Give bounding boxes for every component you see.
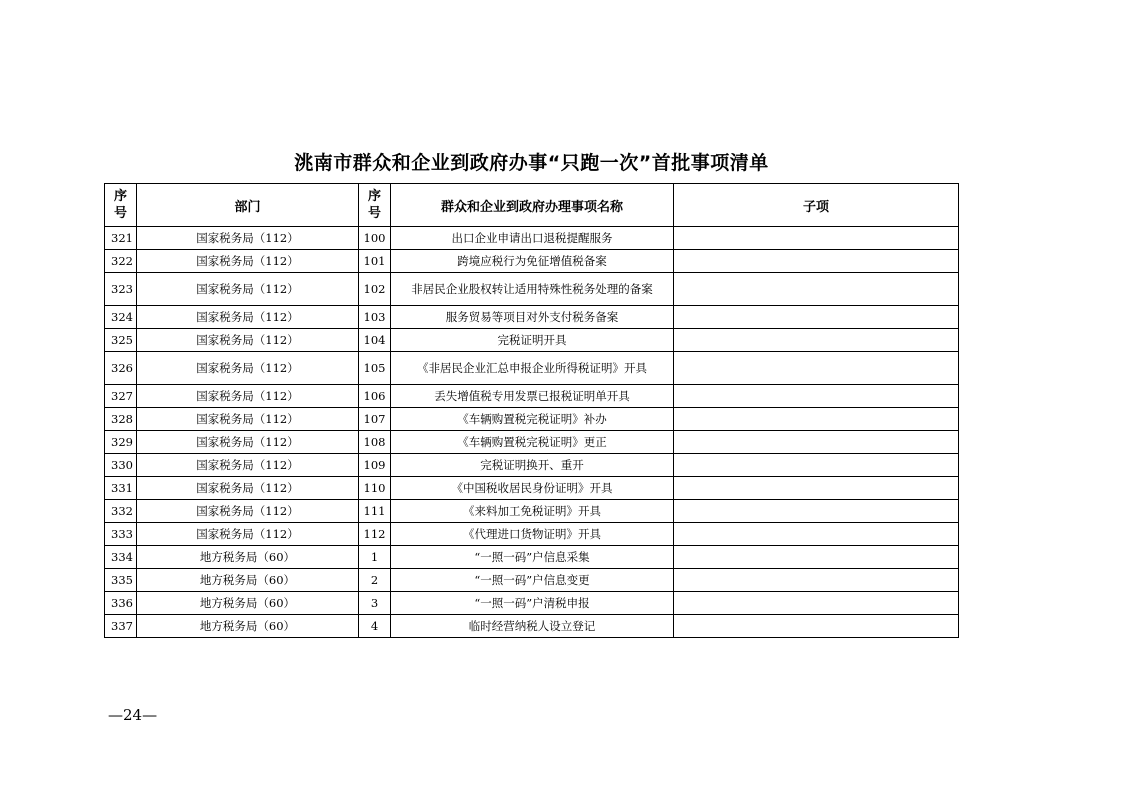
- cell-seq2: 1: [359, 546, 391, 569]
- cell-seq: 322: [105, 250, 137, 273]
- table-row: [105, 352, 959, 385]
- cell-department: 地方税务局（60）: [137, 569, 359, 592]
- cell-item-name: 《代理进口货物证明》开具: [391, 523, 674, 546]
- cell-sub-item: [674, 592, 959, 615]
- header-seq-top: 序: [113, 189, 127, 204]
- table-row: [105, 454, 959, 477]
- cell-seq: 321: [105, 227, 137, 250]
- cell-seq2: 2: [359, 569, 391, 592]
- cell-sub-item: [674, 329, 959, 352]
- header-seq2: [359, 184, 391, 227]
- cell-item-name: 完税证明换开、重开: [391, 454, 674, 477]
- cell-item-name: “一照一码”户清税申报: [391, 592, 674, 615]
- cell-seq: 325: [105, 329, 137, 352]
- cell-department: 国家税务局（112）: [137, 454, 359, 477]
- cell-seq2: 109: [359, 454, 391, 477]
- cell-item-name: 丢失增值税专用发票已报税证明单开具: [391, 385, 674, 408]
- cell-seq: 333: [105, 523, 137, 546]
- cell-item-name: 服务贸易等项目对外支付税务备案: [391, 306, 674, 329]
- cell-department: 国家税务局（112）: [137, 500, 359, 523]
- cell-sub-item: [674, 408, 959, 431]
- table-header-row: [105, 184, 959, 227]
- cell-seq2: 111: [359, 500, 391, 523]
- cell-seq: 327: [105, 385, 137, 408]
- cell-department: 国家税务局（112）: [137, 227, 359, 250]
- table-row: [105, 250, 959, 273]
- cell-department: 国家税务局（112）: [137, 273, 359, 306]
- cell-sub-item: [674, 385, 959, 408]
- cell-department: 国家税务局（112）: [137, 408, 359, 431]
- table-row: [105, 431, 959, 454]
- cell-sub-item: [674, 306, 959, 329]
- cell-sub-item: [674, 454, 959, 477]
- cell-seq2: 104: [359, 329, 391, 352]
- table-row: [105, 273, 959, 306]
- cell-seq2: 107: [359, 408, 391, 431]
- cell-item-name: “一照一码”户信息变更: [391, 569, 674, 592]
- table-row: [105, 523, 959, 546]
- cell-department: 国家税务局（112）: [137, 329, 359, 352]
- cell-item-name: 《中国税收居民身份证明》开具: [391, 477, 674, 500]
- items-table: [104, 183, 959, 638]
- cell-seq: 328: [105, 408, 137, 431]
- cell-seq: 332: [105, 500, 137, 523]
- cell-seq: 329: [105, 431, 137, 454]
- cell-seq2: 4: [359, 615, 391, 638]
- cell-seq2: 112: [359, 523, 391, 546]
- cell-item-name: 非居民企业股权转让适用特殊性税务处理的备案: [391, 273, 674, 306]
- cell-department: 地方税务局（60）: [137, 615, 359, 638]
- table-row: [105, 477, 959, 500]
- cell-department: 国家税务局（112）: [137, 385, 359, 408]
- cell-item-name: 临时经营纳税人设立登记: [391, 615, 674, 638]
- table-row: [105, 500, 959, 523]
- cell-department: 国家税务局（112）: [137, 306, 359, 329]
- table-row: [105, 615, 959, 638]
- cell-sub-item: [674, 431, 959, 454]
- cell-item-name: 《车辆购置税完税证明》更正: [391, 431, 674, 454]
- cell-seq2: 101: [359, 250, 391, 273]
- cell-item-name: 《车辆购置税完税证明》补办: [391, 408, 674, 431]
- cell-seq: 331: [105, 477, 137, 500]
- cell-department: 国家税务局（112）: [137, 431, 359, 454]
- cell-sub-item: [674, 227, 959, 250]
- header-seq2-bottom: 号: [367, 206, 381, 221]
- table-body: [105, 227, 959, 638]
- cell-sub-item: [674, 352, 959, 385]
- cell-item-name: 跨境应税行为免征增值税备案: [391, 250, 674, 273]
- cell-seq2: 102: [359, 273, 391, 306]
- cell-seq2: 100: [359, 227, 391, 250]
- cell-seq2: 108: [359, 431, 391, 454]
- document-title: 洮南市群众和企业到政府办事“只跑一次”首批事项清单: [294, 152, 769, 174]
- cell-seq: 326: [105, 352, 137, 385]
- cell-seq: 324: [105, 306, 137, 329]
- cell-department: 地方税务局（60）: [137, 546, 359, 569]
- table-row: [105, 569, 959, 592]
- cell-seq2: 103: [359, 306, 391, 329]
- cell-seq2: 106: [359, 385, 391, 408]
- cell-seq2: 105: [359, 352, 391, 385]
- table-row: [105, 592, 959, 615]
- cell-item-name: 《来料加工免税证明》开具: [391, 500, 674, 523]
- cell-seq: 334: [105, 546, 137, 569]
- cell-item-name: 完税证明开具: [391, 329, 674, 352]
- cell-seq: 335: [105, 569, 137, 592]
- cell-sub-item: [674, 477, 959, 500]
- cell-department: 国家税务局（112）: [137, 523, 359, 546]
- page-number: —24—: [108, 706, 158, 724]
- cell-item-name: “一照一码”户信息采集: [391, 546, 674, 569]
- cell-seq2: 110: [359, 477, 391, 500]
- header-seq-bottom: 号: [113, 206, 127, 221]
- cell-seq2: 3: [359, 592, 391, 615]
- table-row: [105, 306, 959, 329]
- cell-sub-item: [674, 569, 959, 592]
- cell-sub-item: [674, 615, 959, 638]
- cell-sub-item: [674, 250, 959, 273]
- cell-seq: 337: [105, 615, 137, 638]
- cell-department: 国家税务局（112）: [137, 477, 359, 500]
- table-row: [105, 329, 959, 352]
- header-seq2-top: 序: [367, 189, 381, 204]
- header-department: 部门: [137, 184, 359, 227]
- cell-seq: 336: [105, 592, 137, 615]
- table-row: [105, 408, 959, 431]
- table-row: [105, 385, 959, 408]
- cell-sub-item: [674, 500, 959, 523]
- cell-item-name: 《非居民企业汇总申报企业所得税证明》开具: [391, 352, 674, 385]
- cell-seq: 330: [105, 454, 137, 477]
- table-row: [105, 227, 959, 250]
- cell-item-name: 出口企业申请出口退税提醒服务: [391, 227, 674, 250]
- cell-seq: 323: [105, 273, 137, 306]
- header-item-name: 群众和企业到政府办理事项名称: [391, 184, 674, 227]
- cell-department: 国家税务局（112）: [137, 250, 359, 273]
- cell-department: 地方税务局（60）: [137, 592, 359, 615]
- cell-sub-item: [674, 523, 959, 546]
- cell-sub-item: [674, 273, 959, 306]
- header-seq: [105, 184, 137, 227]
- cell-department: 国家税务局（112）: [137, 352, 359, 385]
- cell-sub-item: [674, 546, 959, 569]
- table-row: [105, 546, 959, 569]
- header-sub-item: 子项: [674, 184, 959, 227]
